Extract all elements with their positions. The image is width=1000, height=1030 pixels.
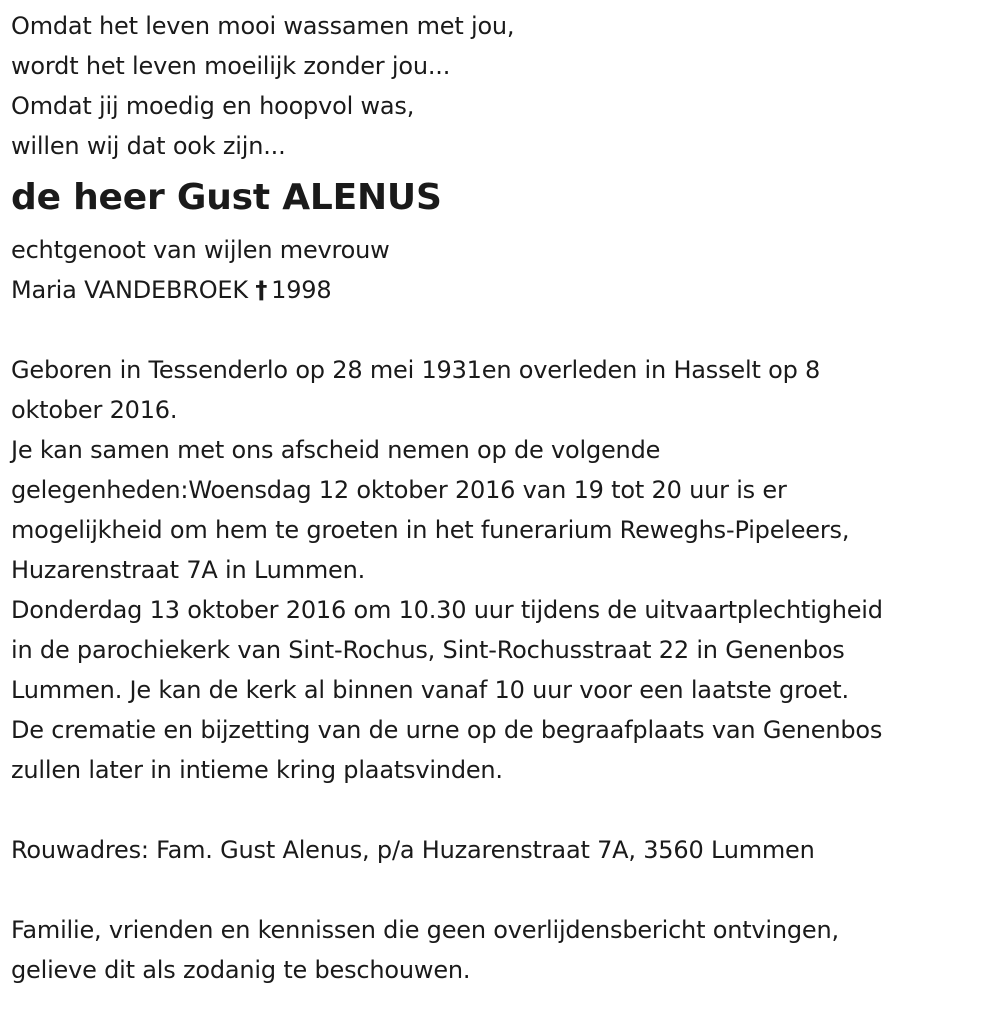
- closing-text: [11, 910, 996, 990]
- deceased-name: de heer Gust ALENUS: [11, 177, 442, 218]
- body-line: Geboren in Tessenderlo op 28 mei 1931en overleden in Hasselt op 8: [11, 356, 821, 384]
- closing-line: gelieve dit als zodanig te beschouwen.: [11, 956, 471, 984]
- mourning-address: Rouwadres: Fam. Gust Alenus, p/a Huzarenstraat 7A, 3560 Lummen: [11, 836, 815, 864]
- cross-icon: †: [255, 276, 268, 304]
- spouse-line: echtgenoot van wijlen mevrouw: [11, 236, 390, 264]
- spacer: [11, 310, 996, 350]
- spacer: [11, 870, 996, 910]
- poem-line: Omdat jij moedig en hoopvol was,: [11, 92, 415, 120]
- body-line: Je kan samen met ons afscheid nemen op de volgende: [11, 436, 661, 464]
- body-line: Donderdag 13 oktober 2016 om 10.30 uur tijdens de uitvaartplechtigheid: [11, 596, 883, 624]
- closing-line: Familie, vrienden en kennissen die geen overlijdensbericht ontvingen,: [11, 916, 839, 944]
- body-line: Huzarenstraat 7A in Lummen.: [11, 556, 366, 584]
- spouse-name-line: [11, 270, 996, 310]
- spacer: [11, 790, 996, 830]
- body-line: mogelijkheid om hem te groeten in het funerarium Reweghs-Pipeleers,: [11, 516, 850, 544]
- obituary: [11, 6, 996, 990]
- body-line: zullen later in intieme kring plaatsvinden.: [11, 756, 503, 784]
- name-heading-wrap: [11, 166, 996, 230]
- body-line: gelegenheden:Woensdag 12 oktober 2016 van 19 tot 20 uur is er: [11, 476, 787, 504]
- poem: [11, 6, 996, 166]
- poem-line: willen wij dat ook zijn...: [11, 132, 286, 160]
- body-text: [11, 350, 996, 790]
- body-line: De crematie en bijzetting van de urne op de begraafplaats van Genenbos: [11, 716, 883, 744]
- body-line: in de parochiekerk van Sint-Rochus, Sint-Rochusstraat 22 in Genenbos: [11, 636, 845, 664]
- poem-line: wordt het leven moeilijk zonder jou...: [11, 52, 451, 80]
- spouse-name: Maria VANDEBROEK: [11, 276, 248, 304]
- body-line: Lummen. Je kan de kerk al binnen vanaf 10 uur voor een laatste groet.: [11, 676, 849, 704]
- body-line: oktober 2016.: [11, 396, 178, 424]
- spouse-death-year: 1998: [271, 276, 332, 304]
- poem-line: Omdat het leven mooi wassamen met jou,: [11, 12, 515, 40]
